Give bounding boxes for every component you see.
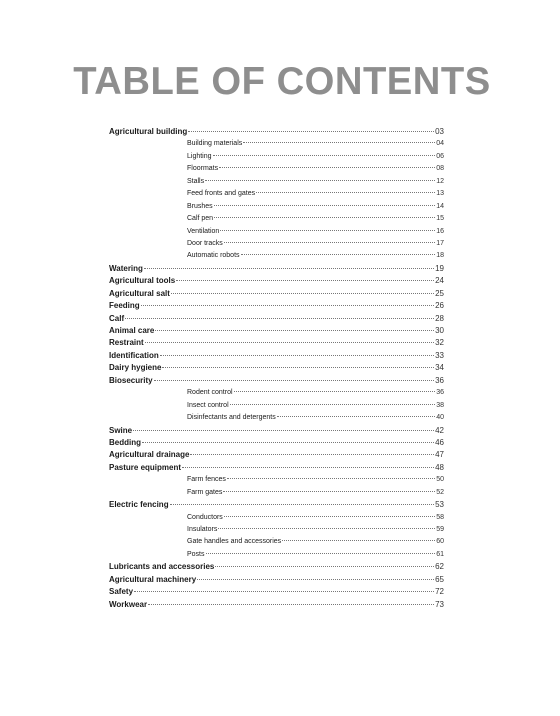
toc-entry[interactable] <box>109 325 444 337</box>
toc-entry-label: Workwear <box>109 599 148 609</box>
dot-leader <box>220 230 435 231</box>
toc-entry[interactable] <box>109 126 444 138</box>
toc-entry-label: Posts <box>187 550 205 558</box>
toc-page-number: 46 <box>435 437 444 447</box>
toc-page-number: 32 <box>435 338 444 348</box>
toc-entry[interactable] <box>109 574 444 586</box>
toc-subentry[interactable] <box>109 400 444 412</box>
toc-entry[interactable] <box>109 350 444 362</box>
toc-page-number: 59 <box>436 526 444 533</box>
toc-entry[interactable] <box>109 425 444 437</box>
dot-leader <box>134 591 434 592</box>
toc-page-number: 26 <box>435 301 444 311</box>
dot-leader <box>125 318 434 319</box>
toc-entry[interactable] <box>109 437 444 449</box>
toc-page-number: 33 <box>435 350 444 360</box>
toc-entry-label: Insulators <box>187 526 218 533</box>
dot-leader <box>256 192 435 193</box>
dot-leader <box>170 504 435 505</box>
toc-subentry[interactable] <box>109 412 444 424</box>
toc-entry-label: Agricultural machinery <box>109 574 197 584</box>
toc-page-number: 25 <box>435 288 444 298</box>
dot-leader <box>218 528 435 529</box>
dot-leader <box>190 454 434 455</box>
toc-entry[interactable] <box>109 599 444 611</box>
toc-page-number: 52 <box>436 488 444 496</box>
dot-leader <box>133 430 434 431</box>
toc-page-number: 03 <box>435 127 444 136</box>
toc-page-number: 48 <box>435 462 444 472</box>
toc-page-number: 13 <box>436 190 444 198</box>
toc-entry-label: Disinfectants and detergents <box>187 414 276 422</box>
dot-leader <box>213 155 436 156</box>
toc-entry-label: Biosecurity <box>109 375 153 385</box>
toc-subentry[interactable] <box>109 201 444 213</box>
toc-page-number: 60 <box>436 538 444 546</box>
toc-page-number: 30 <box>435 326 444 335</box>
dot-leader <box>214 217 435 218</box>
toc-entry[interactable] <box>109 561 444 573</box>
dot-leader <box>224 242 435 243</box>
toc-entry-label: Stalls <box>187 177 205 185</box>
toc-entry-label: Brushes <box>187 202 213 210</box>
toc-page-number: 38 <box>436 401 444 409</box>
toc-entry[interactable] <box>109 263 444 275</box>
dot-leader <box>141 305 434 306</box>
toc-entry[interactable] <box>109 362 444 374</box>
dot-leader <box>215 566 434 567</box>
toc-subentry[interactable] <box>109 487 444 499</box>
toc-entry-label: Feeding <box>109 301 140 311</box>
dot-leader <box>227 478 435 479</box>
toc-subentry[interactable] <box>109 549 444 561</box>
toc-entry[interactable] <box>109 288 444 300</box>
toc-entry-label: Agricultural drainage <box>109 450 190 460</box>
toc-entry-label: Gate handles and accessories <box>187 538 282 546</box>
toc-entry-label: Automatic robots <box>187 252 240 260</box>
toc-entry-label: Swine <box>109 425 133 435</box>
dot-leader <box>162 367 434 368</box>
toc-subentry[interactable] <box>109 474 444 486</box>
toc-entry-label: Door tracks <box>187 239 223 247</box>
dot-leader <box>145 342 434 343</box>
dot-leader <box>206 553 436 554</box>
dot-leader <box>160 355 434 356</box>
toc-page-number: 17 <box>436 239 444 247</box>
dot-leader <box>142 442 434 443</box>
toc-entry[interactable] <box>109 337 444 349</box>
toc-entry-label: Lubricants and accessories <box>109 562 215 572</box>
toc-page-number: 04 <box>436 140 444 148</box>
toc-subentry[interactable] <box>109 188 444 200</box>
toc-entry-label: Farm fences <box>187 476 226 484</box>
dot-leader <box>171 293 434 294</box>
toc-entry-label: Farm gates <box>187 488 223 496</box>
toc-entry-label: Safety <box>109 587 134 597</box>
toc-page-number: 47 <box>435 450 444 460</box>
toc-entry[interactable] <box>109 275 444 287</box>
toc-entry-label: Animal care <box>109 326 155 335</box>
toc-entry-label: Rodent control <box>187 389 233 397</box>
dot-leader <box>234 391 436 392</box>
toc-page-number: 50 <box>436 476 444 484</box>
toc-entry-label: Bedding <box>109 437 141 447</box>
toc-entry-label: Electric fencing <box>109 500 169 510</box>
toc-entry-label: Pasture equipment <box>109 462 182 472</box>
toc-entry[interactable] <box>109 586 444 598</box>
toc-entry-label: Ventilation <box>187 227 220 235</box>
page-title: TABLE OF CONTENTS <box>73 60 491 103</box>
table-of-contents <box>109 126 444 611</box>
toc-subentry[interactable] <box>109 536 444 548</box>
dot-leader <box>155 330 434 331</box>
toc-subentry[interactable] <box>109 387 444 399</box>
toc-entry-label: Feed fronts and gates <box>187 190 256 198</box>
toc-entry[interactable] <box>109 462 444 474</box>
dot-leader <box>223 491 435 492</box>
toc-entry-label: Restraint <box>109 338 144 348</box>
toc-entry[interactable] <box>109 300 444 312</box>
dot-leader <box>144 268 434 269</box>
toc-page-number: 36 <box>435 375 444 385</box>
dot-leader <box>241 254 436 255</box>
toc-entry[interactable] <box>109 313 444 325</box>
dot-leader <box>230 404 436 405</box>
toc-page-number: 53 <box>435 500 444 510</box>
toc-subentry[interactable] <box>109 213 444 225</box>
toc-subentry[interactable] <box>109 138 444 150</box>
toc-entry-label: Floormats <box>187 165 219 173</box>
toc-subentry[interactable] <box>109 151 444 163</box>
toc-page-number: 12 <box>436 177 444 185</box>
toc-entry-label: Agricultural building <box>109 127 188 136</box>
toc-page-number: 72 <box>435 587 444 597</box>
toc-subentry[interactable] <box>109 250 444 262</box>
toc-page-number: 06 <box>436 152 444 160</box>
toc-entry-label: Building materials <box>187 140 243 148</box>
dot-leader <box>214 205 436 206</box>
toc-page-number: 15 <box>436 215 444 223</box>
toc-page-number: 42 <box>435 425 444 435</box>
toc-page-number: 16 <box>436 227 444 235</box>
toc-entry-label: Agricultural salt <box>109 288 170 298</box>
dot-leader <box>205 180 435 181</box>
toc-page-number: 19 <box>435 263 444 273</box>
dot-leader <box>197 579 434 580</box>
dot-leader <box>282 540 435 541</box>
toc-page-number: 40 <box>436 414 444 422</box>
toc-subentry[interactable] <box>109 176 444 188</box>
toc-page-number: 61 <box>436 550 444 558</box>
dot-leader <box>224 516 435 517</box>
toc-entry-label: Lighting <box>187 152 212 160</box>
toc-subentry[interactable] <box>109 512 444 524</box>
toc-entry-label: Identification <box>109 350 159 360</box>
toc-page-number: 08 <box>436 165 444 173</box>
toc-subentry[interactable] <box>109 524 444 536</box>
toc-page-number: 62 <box>435 562 444 572</box>
toc-page-number: 36 <box>436 389 444 397</box>
toc-entry-label: Dairy hygiene <box>109 363 162 373</box>
dot-leader <box>154 380 435 381</box>
toc-page-number: 18 <box>436 252 444 260</box>
toc-entry-label: Watering <box>109 263 143 273</box>
dot-leader <box>182 467 434 468</box>
toc-entry-label: Conductors <box>187 513 223 521</box>
dot-leader <box>219 167 435 168</box>
toc-subentry[interactable] <box>109 226 444 238</box>
dot-leader <box>188 131 434 132</box>
toc-page-number: 73 <box>435 599 444 609</box>
toc-entry[interactable] <box>109 499 444 511</box>
dot-leader <box>176 280 434 281</box>
toc-page-number: 65 <box>435 574 444 584</box>
dot-leader <box>148 604 434 605</box>
dot-leader <box>277 416 435 417</box>
toc-subentry[interactable] <box>109 238 444 250</box>
toc-page-number: 28 <box>435 313 444 323</box>
toc-page-number: 24 <box>435 276 444 286</box>
toc-entry[interactable] <box>109 449 444 461</box>
toc-entry-label: Calf pen <box>187 215 214 223</box>
toc-entry[interactable] <box>109 375 444 387</box>
toc-page-number: 34 <box>435 363 444 373</box>
toc-page-number: 14 <box>436 202 444 210</box>
toc-entry-label: Agricultural tools <box>109 276 176 286</box>
toc-entry-label: Insect control <box>187 401 229 409</box>
toc-entry-label: Calf <box>109 313 125 323</box>
toc-subentry[interactable] <box>109 163 444 175</box>
dot-leader <box>243 142 435 143</box>
toc-page-number: 58 <box>436 513 444 521</box>
